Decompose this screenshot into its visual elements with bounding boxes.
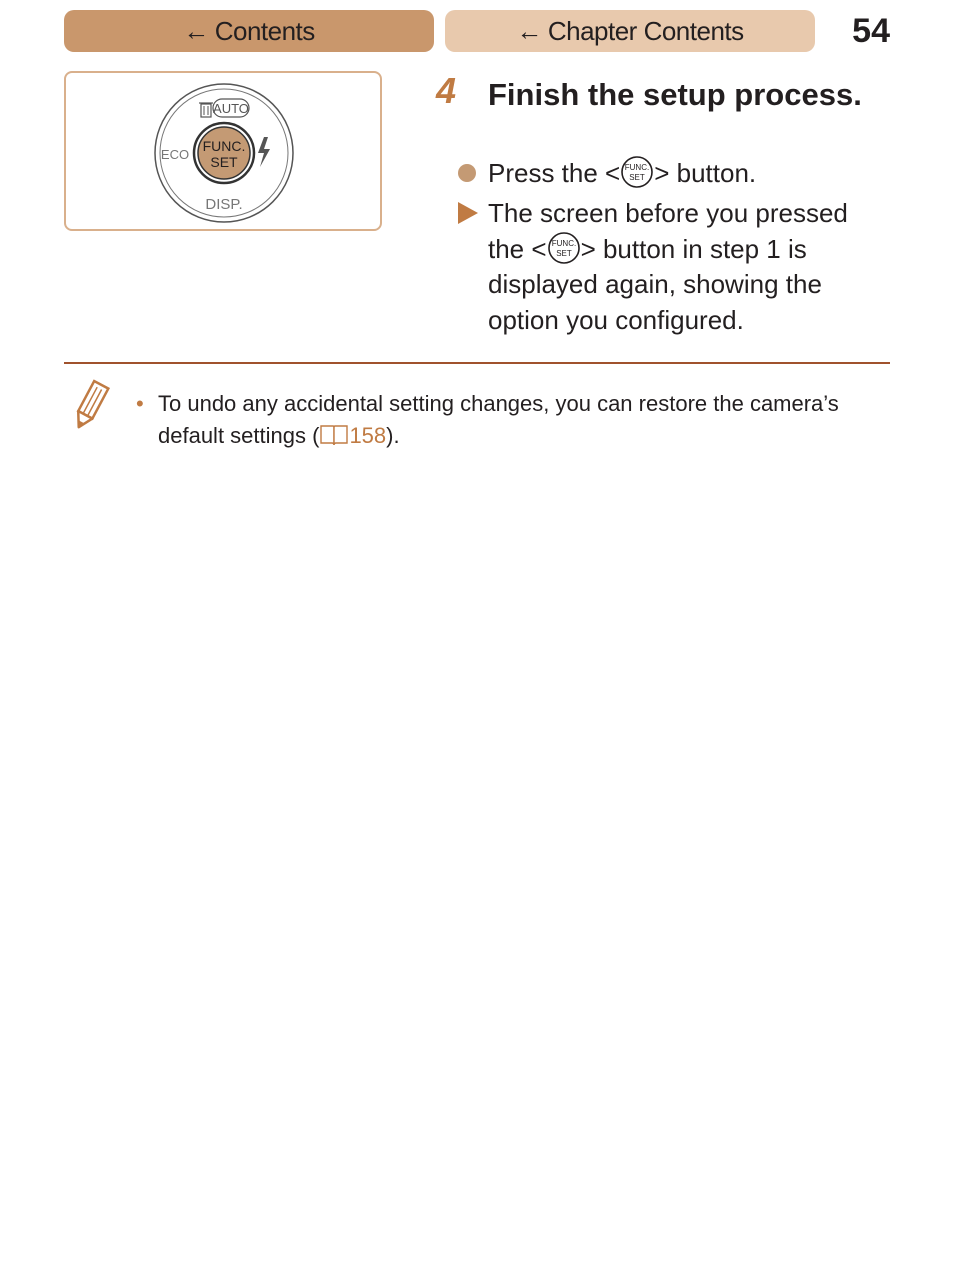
bullet1-text-post: > button. bbox=[654, 158, 757, 188]
tip-bullet-icon: • bbox=[136, 391, 144, 416]
step-bullet-result bbox=[458, 196, 888, 338]
pencil-note-icon bbox=[66, 378, 114, 434]
tip-text-pre: To undo any accidental setting changes, you can restore the camera’s default settings ( bbox=[158, 391, 839, 448]
disp-label: DISP. bbox=[205, 196, 243, 213]
contents-label: Contents bbox=[214, 15, 315, 46]
step-title: Finish the setup process. bbox=[488, 77, 862, 112]
svg-text:SET: SET bbox=[555, 248, 572, 258]
eco-label: ECO bbox=[160, 147, 190, 162]
step-number: 4 bbox=[436, 70, 457, 111]
result-triangle-icon bbox=[458, 202, 478, 224]
svg-text:SET: SET bbox=[629, 173, 646, 183]
bullet2-text-pre: The screen before you pressed the < bbox=[488, 198, 848, 264]
tip-item bbox=[136, 388, 858, 452]
func-set-button-icon bbox=[620, 155, 654, 189]
bullet2-text-post: > button in step 1 is displayed again, showing the option you configured. bbox=[488, 233, 822, 335]
chapter-contents-button[interactable] bbox=[445, 10, 815, 52]
book-page-ref-icon bbox=[319, 424, 349, 446]
back-arrow-icon: ← bbox=[516, 15, 542, 46]
chapter-contents-label: Chapter Contents bbox=[547, 15, 744, 46]
control-dial-illustration bbox=[64, 71, 382, 231]
svg-text:FUNC.: FUNC. bbox=[551, 238, 576, 248]
func-set-button-icon bbox=[547, 231, 581, 265]
bullet-dot-icon bbox=[458, 164, 476, 182]
page-number: 54 bbox=[852, 12, 890, 50]
tip-text-post: ). bbox=[386, 423, 400, 448]
section-divider bbox=[64, 362, 890, 364]
auto-label: AUTO bbox=[213, 101, 249, 116]
control-dial-icon bbox=[152, 81, 296, 225]
step-bullet-press bbox=[458, 156, 888, 192]
set-label: SET bbox=[210, 154, 238, 170]
func-label: FUNC. bbox=[202, 138, 246, 154]
contents-button[interactable] bbox=[64, 10, 434, 52]
svg-text:FUNC.: FUNC. bbox=[625, 163, 650, 173]
page-ref-link[interactable]: 158 bbox=[349, 423, 387, 448]
bullet1-text-pre: Press the < bbox=[488, 158, 621, 188]
back-arrow-icon: ← bbox=[183, 15, 209, 46]
